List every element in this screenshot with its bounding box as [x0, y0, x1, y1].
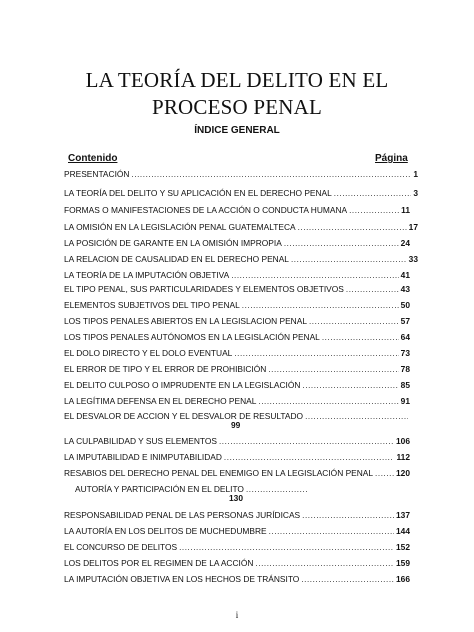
toc-entry-page: 17: [408, 222, 418, 232]
toc-entry-page: 120: [396, 468, 410, 478]
toc-entry-title: LA IMPUTACIÓN OBJETIVA EN LOS HECHOS DE TRÁNSITO: [64, 574, 300, 584]
toc-entry-title: LOS TIPOS PENALES AUTÓNOMOS EN LA LEGISLACIÓN PENAL: [64, 332, 320, 342]
toc-entry-page: 11: [401, 205, 410, 215]
toc-entry-page: 91: [400, 396, 410, 406]
toc-entry-page: 50: [400, 300, 410, 310]
dot-leader: [305, 411, 408, 422]
toc-entry-title: EL DESVALOR DE ACCION Y EL DESVALOR DE RESULTADO: [64, 411, 304, 421]
toc-entry-title: LA POSICIÓN DE GARANTE EN LA OMISIÓN IMPROPIA: [64, 238, 282, 248]
dot-leader: [375, 468, 394, 479]
toc-entry[interactable]: [64, 508, 410, 521]
column-header-contenido: Contenido: [68, 153, 118, 164]
dot-leader: [242, 300, 399, 311]
dot-leader: [219, 436, 394, 447]
toc-entry-page: 144: [396, 526, 410, 536]
toc-entry-page: 3: [413, 188, 418, 198]
dot-leader: [302, 510, 394, 521]
toc-entry-page: 33: [408, 254, 418, 264]
dot-leader: [269, 526, 394, 537]
toc-entry-title: RESPONSABILIDAD PENAL DE LAS PERSONAS JURÍDICAS: [64, 510, 301, 520]
toc-entry-title: EL DELITO CULPOSO O IMPRUDENTE EN LA LEGISLACIÓN: [64, 380, 301, 390]
toc-entry[interactable]: [64, 572, 410, 585]
dot-leader: [284, 238, 399, 249]
toc-entry[interactable]: [64, 394, 410, 407]
toc-entry-title: LA IMPUTABILIDAD E INIMPUTABILIDAD: [64, 452, 222, 462]
toc-entry-title: EL DOLO DIRECTO Y EL DOLO EVENTUAL: [64, 348, 233, 358]
toc-entry[interactable]: [64, 314, 410, 327]
toc-entry[interactable]: [64, 378, 410, 391]
toc-entry-page: 137: [396, 510, 410, 520]
toc-entry-title: AUTORÍA Y PARTICIPACIÓN EN EL DELITO: [75, 484, 244, 494]
dot-leader: [291, 254, 407, 265]
toc-entry-title: LA AUTORÍA EN LOS DELITOS DE MUCHEDUMBRE: [64, 526, 267, 536]
toc-entry[interactable]: [64, 252, 418, 265]
toc-entry-page: 57: [400, 316, 410, 326]
toc-entry-title: LA OMISIÓN EN LA LEGISLACIÓN PENAL GUATEMALTECA: [64, 222, 296, 232]
toc-entry-page: 24: [400, 238, 410, 248]
dot-leader: [309, 316, 399, 327]
toc-entry-title: EL TIPO PENAL, SUS PARTICULARIDADES Y ELEMENTOS OBJETIVOS: [64, 284, 344, 294]
toc-entry-title: LA RELACION DE CAUSALIDAD EN EL DERECHO PENAL: [64, 254, 289, 264]
toc-entry-title: LOS DELITOS POR EL REGIMEN DE LA ACCIÓN: [64, 558, 254, 568]
toc-entry[interactable]: [64, 282, 410, 295]
toc-entry-page: 99: [231, 420, 241, 430]
toc-entry[interactable]: [64, 236, 410, 249]
toc-entry-title: LA TEORÍA DEL DELITO Y SU APLICACIÓN EN EL DERECHO PENAL: [64, 188, 332, 198]
dot-leader: [231, 270, 398, 281]
toc-entry[interactable]: [64, 346, 410, 359]
toc-entry-title: PRESENTACIÓN: [64, 169, 130, 179]
dot-leader: [301, 574, 394, 585]
toc-entry[interactable]: [64, 268, 410, 281]
toc-entry-page: 112: [396, 452, 410, 462]
toc-entry-title: ELEMENTOS SUBJETIVOS DEL TIPO PENAL: [64, 300, 240, 310]
toc-entry-page: 166: [396, 574, 410, 584]
dot-leader: [258, 396, 398, 407]
dot-leader: [255, 558, 394, 569]
toc-entry-page: 73: [400, 348, 410, 358]
toc-entry-title: FORMAS O MANIFESTACIONES DE LA ACCIÓN O CONDUCTA HUMANA: [64, 205, 348, 215]
dot-leader: [302, 380, 398, 391]
toc-entry[interactable]: [64, 450, 410, 463]
toc-entry-title: LA LEGÍTIMA DEFENSA EN EL DERECHO PENAL: [64, 396, 257, 406]
dot-leader: [246, 484, 308, 495]
toc-entry-title: LA TEORÍA DE LA IMPUTACIÓN OBJETIVA: [64, 270, 230, 280]
toc-entry[interactable]: [64, 167, 418, 180]
index-heading: ÍNDICE GENERAL: [194, 125, 280, 136]
dot-leader: [268, 364, 398, 375]
toc-entry[interactable]: [64, 298, 410, 311]
dot-leader: [349, 205, 399, 216]
dot-leader: [234, 348, 398, 359]
document-title-line-1: LA TEORÍA DEL DELITO EN EL: [85, 68, 389, 92]
toc-entry-page: 78: [400, 364, 410, 374]
toc-entry-page: 106: [396, 436, 410, 446]
toc-entry-page: 43: [400, 284, 410, 294]
toc-entry-title: LOS TIPOS PENALES ABIERTOS EN LA LEGISLACION PENAL: [64, 316, 307, 326]
toc-entry[interactable]: [64, 556, 410, 569]
toc-entry[interactable]: [64, 362, 410, 375]
toc-entry[interactable]: [64, 434, 410, 447]
toc-entry-page: 159: [396, 558, 410, 568]
toc-entry-title: EL CONCURSO DE DELITOS: [64, 542, 178, 552]
toc-entry-title: EL ERROR DE TIPO Y EL ERROR DE PROHIBICIÓN: [64, 364, 267, 374]
toc-entry-title: RESABIOS DEL DERECHO PENAL DEL ENEMIGO EN LA LEGISLACIÓN PENAL: [64, 468, 374, 478]
column-header-pagina: Página: [375, 153, 408, 164]
dot-leader: [346, 284, 399, 295]
page-number-footer: i: [235, 610, 239, 620]
toc-entry-page: 64: [400, 332, 410, 342]
toc-entry-page: 130: [229, 493, 243, 503]
toc-entry-page: 1: [413, 169, 418, 179]
toc-entry-page: 41: [400, 270, 410, 280]
toc-entry[interactable]: [64, 220, 418, 233]
dot-leader: [322, 332, 399, 343]
dot-leader: [334, 188, 412, 199]
dot-leader: [298, 222, 407, 233]
toc-entry-page: 152: [396, 542, 410, 552]
document-title-line-2: PROCESO PENAL: [151, 95, 323, 119]
toc-entry[interactable]: [64, 466, 410, 479]
toc-entry-page: 85: [400, 380, 410, 390]
toc-entry-title: LA CULPABILIDAD Y SUS ELEMENTOS: [64, 436, 217, 446]
dot-leader: [224, 452, 395, 463]
toc-entry[interactable]: [64, 524, 410, 537]
toc-entry[interactable]: [75, 482, 310, 495]
dot-leader: [131, 169, 411, 180]
dot-leader: [179, 542, 394, 553]
toc-entry[interactable]: [64, 540, 410, 553]
toc-entry[interactable]: [64, 186, 418, 199]
toc-entry[interactable]: [64, 203, 410, 216]
toc-entry[interactable]: [64, 330, 410, 343]
